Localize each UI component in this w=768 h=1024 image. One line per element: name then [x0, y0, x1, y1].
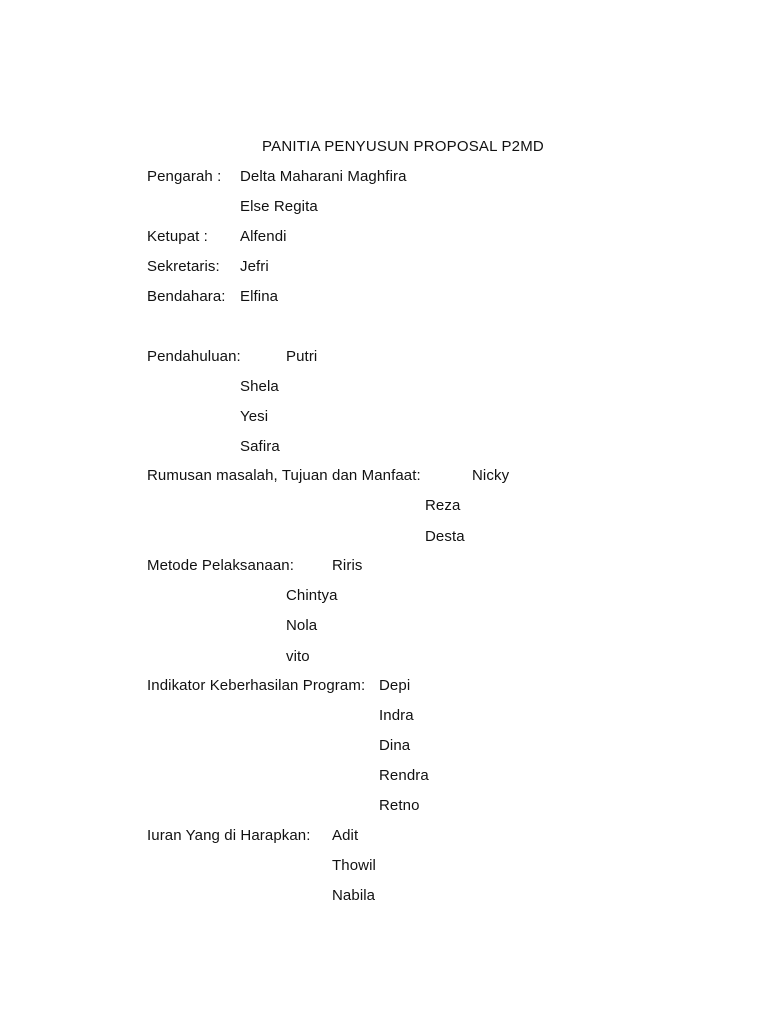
metode-label: Metode Pelaksanaan:: [147, 557, 294, 574]
metode-member: vito: [286, 648, 310, 665]
iuran-member: Nabila: [332, 887, 376, 904]
rumusan-member: Reza: [425, 497, 461, 514]
pendahuluan-label: Pendahuluan:: [147, 348, 241, 365]
rumusan-member: Desta: [425, 528, 465, 545]
bendahara-label: Bendahara:: [147, 288, 226, 305]
rumusan-member: Nicky: [472, 467, 510, 484]
pengarah-label: Pengarah :: [147, 168, 222, 185]
indikator-member: Dina: [379, 737, 411, 754]
metode-member: Nola: [286, 617, 318, 634]
pendahuluan-member: Safira: [240, 438, 280, 455]
sekretaris-member: Jefri: [240, 258, 269, 275]
ketupat-label: Ketupat :: [147, 228, 208, 245]
indikator-member: Indra: [379, 707, 414, 724]
bendahara-member: Elfina: [240, 288, 279, 305]
ketupat-member: Alfendi: [240, 228, 287, 245]
iuran-label: Iuran Yang di Harapkan:: [147, 827, 311, 844]
indikator-member: Retno: [379, 797, 420, 814]
pengarah-member: Delta Maharani Maghfira: [240, 168, 407, 185]
indikator-member: Depi: [379, 677, 411, 694]
pendahuluan-member: Putri: [286, 348, 318, 365]
pendahuluan-member: Yesi: [240, 408, 269, 425]
document-title: PANITIA PENYUSUN PROPOSAL P2MD: [262, 138, 544, 155]
metode-member: Riris: [332, 557, 363, 574]
indikator-member: Rendra: [379, 767, 429, 784]
metode-member: Chintya: [286, 587, 338, 604]
rumusan-label: Rumusan masalah, Tujuan dan Manfaat:: [147, 467, 421, 484]
iuran-member: Adit: [332, 827, 359, 844]
iuran-member: Thowil: [332, 857, 376, 874]
sekretaris-label: Sekretaris:: [147, 258, 220, 275]
indikator-label: Indikator Keberhasilan Program:: [147, 677, 366, 694]
pendahuluan-member: Shela: [240, 378, 279, 395]
pengarah-member: Else Regita: [240, 198, 318, 215]
